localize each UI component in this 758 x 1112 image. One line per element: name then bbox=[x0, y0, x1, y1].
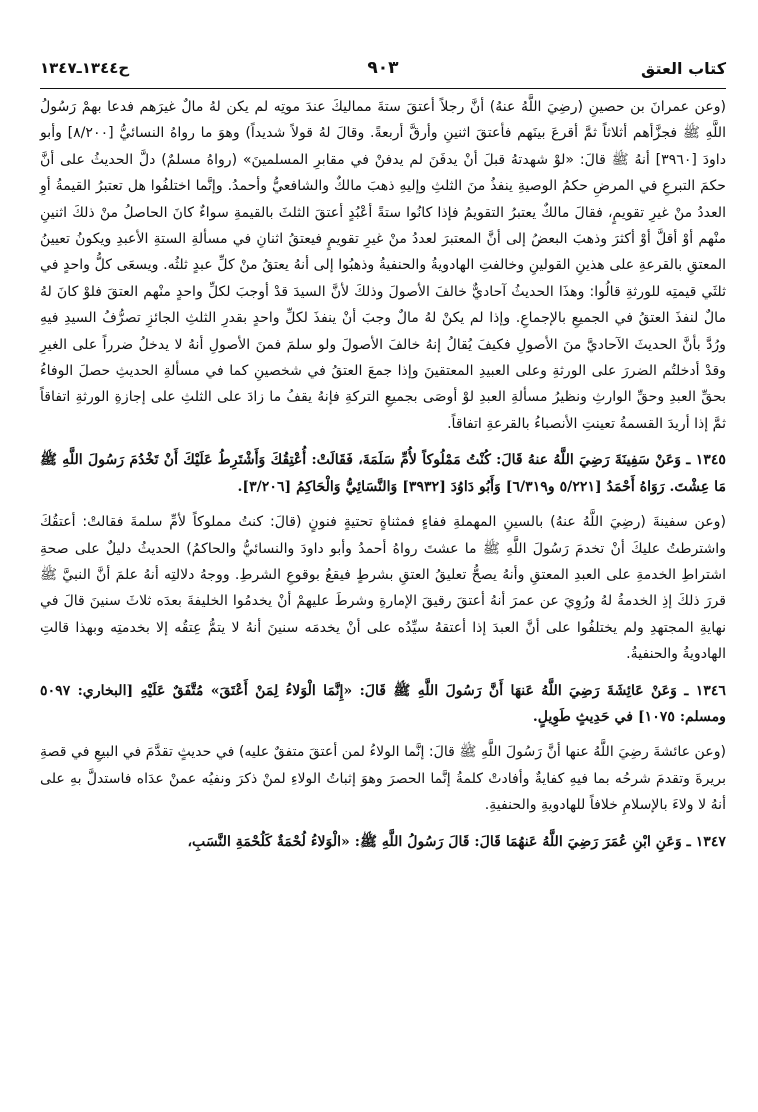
commentary-paragraph: (وعن عمرانَ بن حصينِ (رضِيَ اللَّهُ عنهُ) أنَّ رجلاً أعتقَ ستةَ مماليكَ عندَ موتِه لم يكن لهُ مالٌ غيرَهم فدعا بهمْ رَسُولُ اللَّهِ ﷺ فجزَّأهم أثلاثاً ثمَّ أقرعَ بينَهم فأعتقَ اثنينِ وأرقَّ أربعةً. وقالَ لهُ قولاً شديداً) وهوَ ما رواهُ النسائيُّ [٨/٢٠٠] وأبو داودَ [٣٩٦٠] أنهُ ﷺ قالَ: «لوْ شهدتهُ قبلَ أنْ يدفَنَ لم يدفنْ في مقابرِ المسلمينَ» (رواهُ مسلمٌ) دلَّ الحديثُ على أنَّ حكمَ التبرعِ في المرضِ حكمُ الوصيةِ ينفذُ منَ الثلثِ وإليهِ ذهبَ مالكٌ والشافعيُّ وأحمدُ. وإنَّما اختلفُوا هل تعتبرُ القيمةُ أوِ العددُ منْ غيرِ تقويمٍ، فقالَ مالكٌ يعتبرُ التقويمُ فإذا كانُوا ستةً أعْبُدٍ أعتقَ الثلثَ بالقيمةِ سواءٌ كانَ الحاصلُ منْ ذلكَ اثنينِ منْهم أوْ أقلَّ أوْ أكثرَ وذهبَ البعضُ إلى أنَّ المعتبرَ لعددُ منْ غيرِ تقويمٍ فيعتقُ اثنانِ في مسألةِ الستةِ الأعبدِ ويكونُ تعيينُ المعتقِ بالقرعةِ على هذينِ القولينِ وخالفتِ الهادويةُ والحنفيةُ وذهبُوا إلى أنهُ يعتقُ منْ كلِّ عبدٍ ثلثُه. ويسعَى كلُّ واحدٍ في ثلثَي قيمتِه للورثةِ قالُوا: وهذَا الحديثُ آحاديٌّ خالفَ الأصولَ وذلكَ لأنَّ السيدَ قدْ أوجبَ لكلِّ واحدٍ منْهم العتقَ فلوْ كانَ لهُ مالٌ لنفذَ العتقُ في الجميعِ بالإجماعِ. وإذا لم يكنْ لهُ مالٌ وجبَ أنْ ينفذَ لكلِّ واحدٍ بقدرِ الثلثِ الجائزِ تصرُّفُ السيدِ فيهِ ورُدَّ بأنَّ الحديثَ الآحاديَّ منَ الأصولِ فكيفَ يُقالُ إنهُ خالفَ الأصولَ ولو سلمَ فمنَ الأصولِ أنهُ لا يدخلُ ضرراً على الغيرِ وقدْ أدخلتُم الضررَ على الورثةِ وعلى العبيدِ المعتقينَ وإذا جمعَ العتقُ في شخصينِ كما في مسألةِ الحديثِ حصلَ الوفاءُ بحقِّ العبدِ وحقِّ الوارثِ ونظيرُ مسألةِ العبدِ لوْ أوصَى بجميعِ التركةِ فإنهُ يقفُ ما زادَ على الثلثِ على إجازةِ الورثةِ اتفاقاً ثمَّ إذا أريدَ القسمةُ تعينتِ الأنصباءُ بالقرعةِ اتفاقاً. bbox=[40, 99, 726, 432]
hadith-number: ١٣٤٧ bbox=[695, 833, 726, 850]
page-header bbox=[40, 48, 726, 89]
hadith-text: ـ وَعَنْ سَفِينَةَ رَضِيَ اللَّهُ عنهُ قَالَ: كُنْتُ مَمْلُوكاً لأُمِّ سَلَمَةَ، فَقَالَتْ: أُعْتِقُكَ وَأَشْتَرِطُ عَلَيْكَ أَنْ تَخْدُمَ رَسُولَ اللَّهِ ﷺ مَا عِشْتَ. رَوَاهُ أَحْمَدُ [٥/٢٢١ و٦/٣١٩] وَأَبُو دَاوُدَ [٣٩٣٢] وَالنَّسَائِيُّ وَالْحَاكِمُ [٣/٢٠٦]. bbox=[40, 452, 726, 495]
commentary-paragraph: (وعن عائشةَ رضِيَ اللَّهُ عنها أنَّ رَسُولَ اللَّهِ ﷺ قالَ: إنَّما الولاءُ لمن أعتقَ متفقٌ عليه) في حديثٍ تقدَّمَ في البيعِ في قصةِ بريرةَ وتقدمَ شرحُه بما فيهِ كفايةٌ وأفادتْ كلمةُ إنَّما الحصرَ وهوَ إثباتُ الولاءِ لمنْ ذكرَ ونفيُه عمنْ عدَاه فاستدلَّ بهِ على أنهُ لا ولاءَ بالإسلامِ خلافاً للهادويةِ والحنفيةِ. bbox=[40, 744, 726, 814]
page-number: ٩٠٣ bbox=[367, 58, 399, 78]
hadith-number: ١٣٤٥ bbox=[695, 452, 726, 469]
hadith-1347 bbox=[40, 829, 726, 855]
hadith-1345 bbox=[40, 447, 726, 500]
hadith-text: ـ وَعَنِ ابْنِ عُمَرَ رَضِيَ اللَّهُ عَنهُمَا قَالَ: قَالَ رَسُولُ اللَّهِ ﷺ: «الْوَلاءُ لُحْمَةٌ كَلُحْمَةِ النَّسَبِ، bbox=[187, 833, 691, 850]
hadith-text: ـ وَعَنْ عَائِشَةَ رَضِيَ اللَّهُ عَنهَا أَنَّ رَسُولَ اللَّهِ ﷺ قَالَ: «إِنَّمَا الْوَلاءُ لِمَنْ أَعْتَقَ» مُتَّفَقٌ عَلَيْهِ [البخاري: ٥٠٩٧ ومسلم: ١٠٧٥] في حَدِيثٍ طَوِيلٍ. bbox=[40, 682, 726, 725]
hadith-number: ١٣٤٦ bbox=[695, 682, 726, 699]
page-body bbox=[40, 94, 726, 855]
hadith-1346 bbox=[40, 678, 726, 731]
hadith-range: ح١٣٤٤ـ١٣٤٧ bbox=[40, 59, 130, 77]
commentary-paragraph: (وعن سفينةَ (رضِيَ اللَّهُ عنهُ) بالسينِ المهملةِ ففاءٍ فمثناةٍ تحتيةٍ فنونٍ (قالَ: كنتُ مملوكاً لأمِّ سلمةَ فقالتْ: أعتقُكَ واشترطتُ عليكَ أنْ تخدمَ رَسُولَ اللَّهِ ﷺ ما عشتَ رواهُ أحمدُ وأبو داودَ والنسائيُّ والحاكمُ) الحديثُ دليلٌ على صحةِ اشتراطِ الخدمةِ على العبدِ المعتقِ وأنهُ يصحُّ تعليقُ العتقِ بشرطٍ فيقعُ بوقوعِ الشرطِ. ووجهُ دلالتِه أنهُ علمَ أنَّ النبيَّ ﷺ قررَ ذلكَ إذِ الخدمةُ لهُ ورُوِيَ عن عمرَ أنهُ أعتقَ رقيقَ الإمارةِ وشرطَ عليهمْ أنْ يخدمُوا الخليفةَ بعدَه ثلاثَ سنينَ قالَ في نهايةِ المجتهدِ ولم يختلفُوا على أنَّ العبدَ إذا أعتقهُ سيِّدُه على أنْ يخدمَه سنينَ أنهُ لا يتمُّ عِتقُه إلا بخدمتِه وبهذا قالتِ الهادويةُ والحنفيةُ. bbox=[40, 514, 726, 663]
book-title: كتاب العتق bbox=[641, 58, 726, 78]
